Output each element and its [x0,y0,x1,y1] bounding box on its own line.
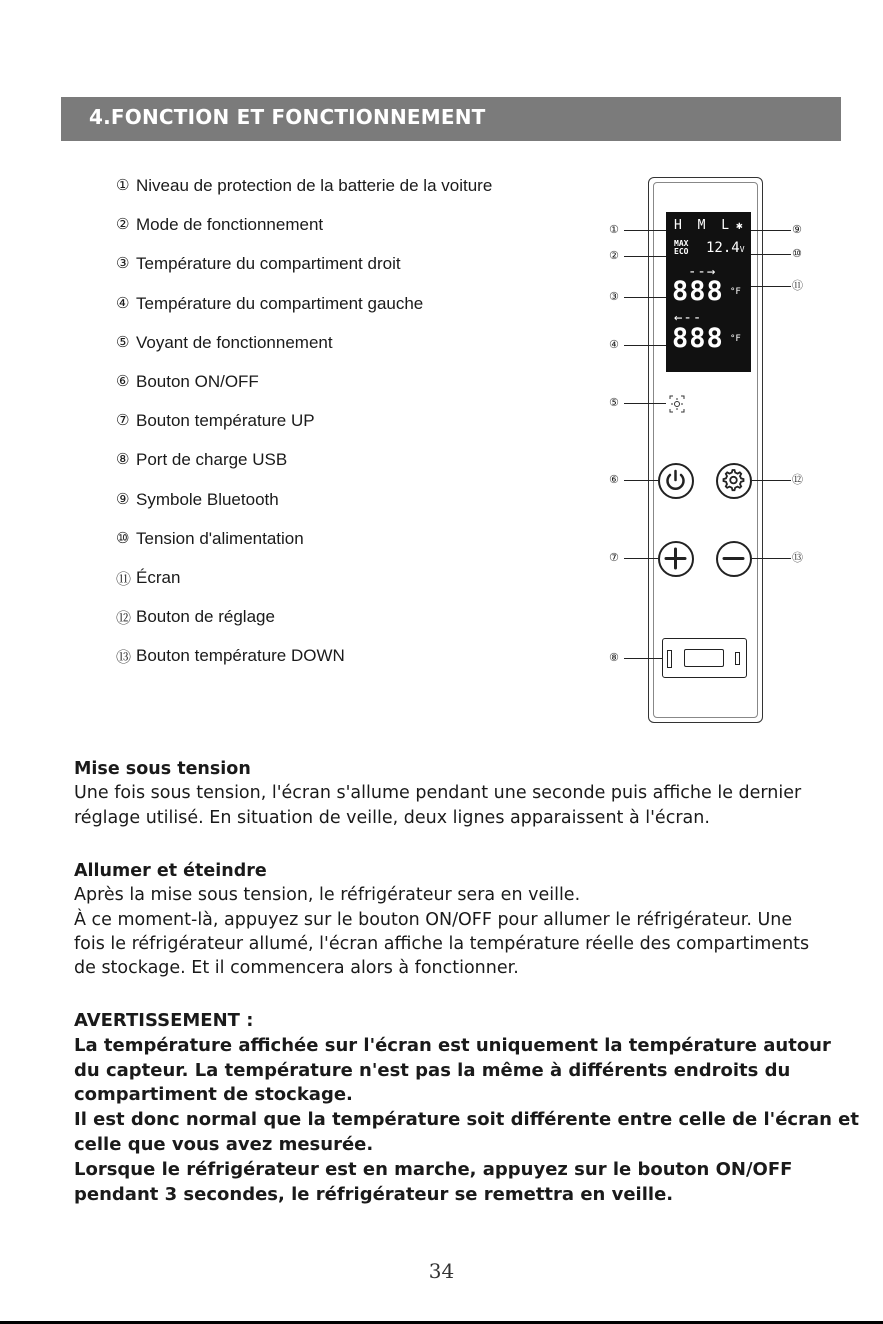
legend-item: ⑬ Bouton température DOWN [116,646,345,667]
callout-line [624,230,666,231]
display-screen [666,212,751,372]
callout-11: ⑪ [792,279,803,292]
section-heading: AVERTISSEMENT : [74,1010,254,1031]
paragraph-line: de stockage. Et il commencera alors à fonctionner. [74,958,519,979]
voltage-readout: 12.4V [706,240,745,256]
legend-item: ③ Température du compartiment droit [116,254,401,274]
mode-indicator: MAX ECO [674,239,689,256]
callout-4: ④ [609,338,619,351]
warning-line: compartiment de stockage. [74,1084,353,1106]
indicator-light-icon [666,393,688,415]
usb-port-right-tab [735,652,740,665]
callout-line [624,345,666,346]
right-compartment-arrow: --→ [688,264,717,280]
callout-5: ⑤ [609,396,619,409]
paragraph-line: À ce moment-là, appuyez sur le bouton ON/OFF pour allumer le réfrigérateur. Une [74,909,793,930]
callout-line [624,658,662,659]
legend-item: ⑫ Bouton de réglage [116,607,275,628]
section-on-off [74,859,809,980]
callout-12: ⑫ [792,473,803,486]
section-heading: Allumer et éteindre [74,861,267,881]
callout-3: ③ [609,290,619,303]
component-legend [116,176,492,685]
section-header [61,97,841,141]
legend-item: ⑩ Tension d'alimentation [116,528,304,548]
left-compartment-temperature: 888 [672,323,724,354]
warning-line: celle que vous avez mesurée. [74,1133,374,1155]
usb-port-left-tab [667,650,672,668]
legend-item: ⑧ Port de charge USB [116,450,288,470]
callout-line [751,254,791,255]
callout-line [624,297,666,298]
legend-item: ② Mode de fonctionnement [116,215,324,235]
page-number: 34 [428,1259,455,1283]
bluetooth-icon: ✱ [736,219,743,232]
callout-line [752,480,791,481]
legend-item: ⑦ Bouton température UP [116,411,315,431]
battery-protection-level: H M L [674,218,734,233]
paragraph-line: fois le réfrigérateur allumé, l'écran affiche la température réelle des compartiments [74,933,810,954]
callout-13: ⑬ [792,551,803,564]
legend-item: ① Niveau de protection de la batterie de la voiture [116,176,493,195]
callout-8: ⑧ [609,651,619,664]
section-warning [74,1009,859,1207]
callout-line [624,480,658,481]
gear-icon [718,465,749,496]
temperature-down-button[interactable] [716,541,752,577]
warning-line: Lorsque le réfrigérateur est en marche, appuyez sur le bouton ON/OFF [74,1158,793,1180]
callout-10: ⑩ [792,247,802,260]
temperature-up-button[interactable] [658,541,694,577]
power-button[interactable] [658,463,694,499]
callout-line [624,403,666,404]
temperature-unit: °F [730,334,741,344]
usb-port-slot [684,649,724,667]
callout-line [752,558,791,559]
section-heading: Mise sous tension [74,759,251,779]
paragraph-line: Après la mise sous tension, le réfrigérateur sera en veille. [74,885,581,906]
legend-item: ⑪ Écran [116,567,181,588]
legend-item: ④ Température du compartiment gauche [116,293,424,313]
settings-button[interactable] [716,463,752,499]
legend-item: ⑤ Voyant de fonctionnement [116,332,333,352]
callout-1: ① [609,223,619,236]
plus-icon [660,543,691,574]
minus-icon [718,543,749,574]
callout-line [624,256,666,257]
callout-line [751,230,791,231]
paragraph-line: Une fois sous tension, l'écran s'allume pendant une seconde puis affiche le dernier [74,783,802,804]
warning-line: pendant 3 secondes, le réfrigérateur se remettra en veille. [74,1183,674,1205]
callout-2: ② [609,249,619,262]
callout-line [624,558,658,559]
callout-line [751,286,791,287]
section-title: 4.FONCTION ET FONCTIONNEMENT [89,105,486,129]
right-compartment-temperature: 888 [672,276,724,307]
legend-item: ⑨ Symbole Bluetooth [116,489,279,509]
usb-port-icon [662,638,747,678]
temperature-unit: °F [730,287,741,297]
warning-line: du capteur. La température n'est pas la même à différents endroits du [74,1059,791,1081]
callout-6: ⑥ [609,473,619,486]
legend-item: ⑥ Bouton ON/OFF [116,371,259,391]
callout-9: ⑨ [792,223,802,236]
power-icon [660,465,691,496]
warning-line: La température affichée sur l'écran est uniquement la température autour [74,1034,831,1056]
left-compartment-arrow: ←-- [674,310,703,326]
callout-7: ⑦ [609,551,619,564]
paragraph-line: réglage utilisé. En situation de veille, deux lignes apparaissent à l'écran. [74,807,710,828]
section-power-on [74,757,801,830]
warning-line: Il est donc normal que la température soit différente entre celle de l'écran et [74,1109,859,1131]
